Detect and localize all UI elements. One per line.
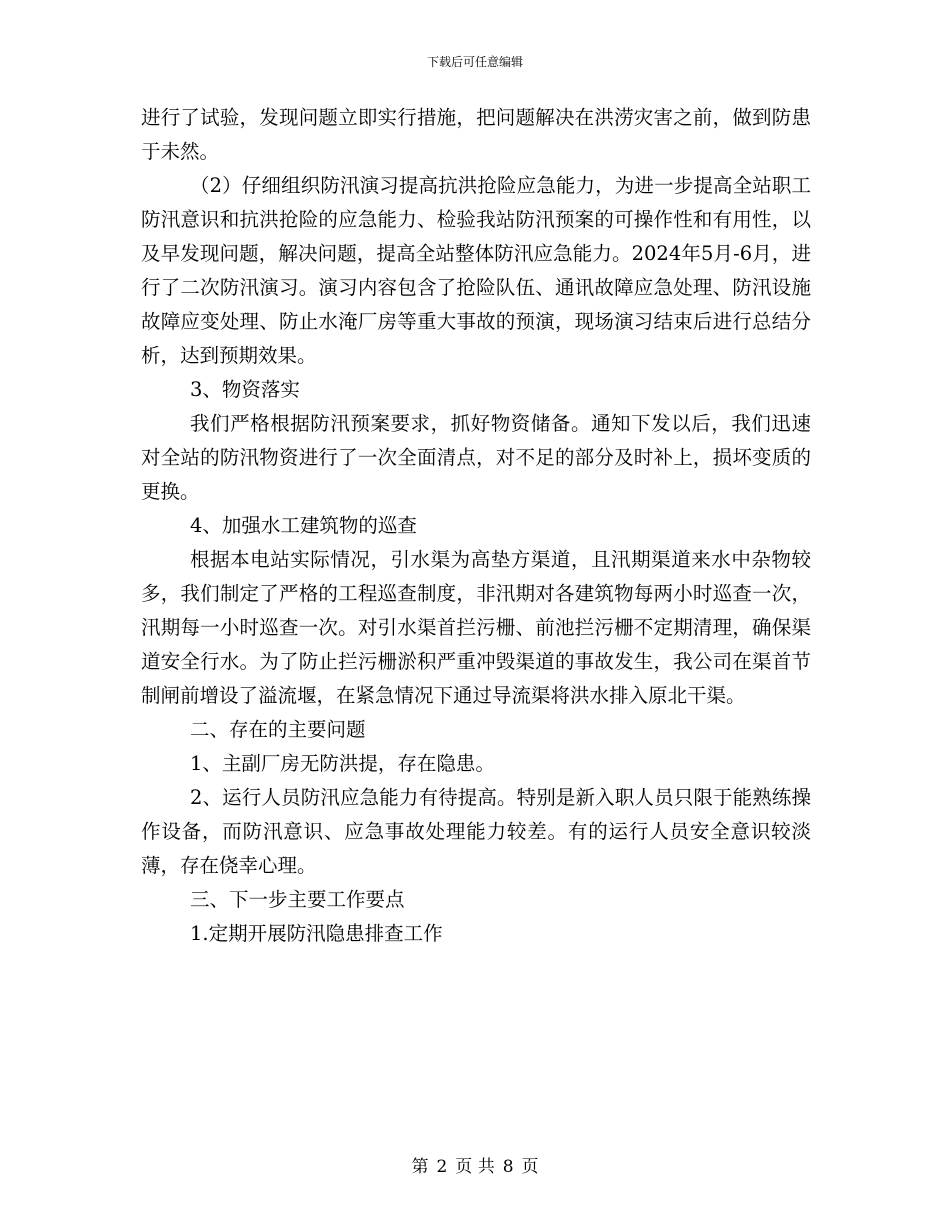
page-footer [0,1156,950,1178]
section-heading-next-steps: 三、下一步主要工作要点 [190,888,405,911]
paragraph-3: 我们严格根据防汛预案要求，抓好物资储备。通知下发以后，我们迅速对全站的防汛物资进行了一次全面清点，对不足的部分及时补上，损坏变质的更换。 [141,412,811,503]
paragraph-1: 进行了试验，发现问题立即实行措施，把问题解决在洪涝灾害之前，做到防患于未然。 [141,106,811,163]
next-step-item-1: 1.定期开展防汛隐患排查工作 [190,922,443,945]
paragraph-4: 根据本电站实际情况，引水渠为高垫方渠道，且汛期渠道来水中杂物较多，我们制定了严格的工程巡查制度，非汛期对各建筑物每两小时巡查一次，汛期每一小时巡查一次。对引水渠首拦污栅、前池拦污栅不定期清理，确保渠道安全行水。为了防止拦污栅淤积严重冲毁渠道的事故发生，我公司在渠首节制闸前增设了溢流堰，在紧急情况下通过导流渠将洪水排入原北干渠。 [141,548,811,707]
total-page-count: 8 [502,1157,514,1177]
section-heading-problems: 二、存在的主要问题 [190,718,366,741]
section-heading-materials: 3、物资落实 [190,378,300,401]
footer-middle: 页 共 [455,1157,495,1177]
problem-item-1: 1、主副厂房无防洪提，存在隐患。 [190,752,495,775]
page-header: 下载后可任意编辑 [426,55,523,69]
document-body [141,101,811,951]
footer-suffix: 页 [521,1157,539,1177]
problem-item-2: 2、运行人员防汛应急能力有待提高。特别是新入职人员只限于能熟练操作设备，而防汛意识、应急事故处理能力较差。有的运行人员安全意识较淡薄，存在侥幸心理。 [141,786,811,877]
section-heading-inspection: 4、加强水工建筑物的巡查 [190,514,417,537]
paragraph-2: （2）仔细组织防汛演习提高抗洪抢险应急能力，为进一步提高全站职工防汛意识和抗洪抢险的应急能力、检验我站防汛预案的可操作性和有用性，以及早发现问题，解决问题，提高全站整体防汛应急能力。2024年5月-6月，进行了二次防汛演习。演习内容包含了抢险队伍、通讯故障应急处理、防汛设施故障应变处理、防止水淹厂房等重大事故的预演，现场演习结束后进行总结分析，达到预期效果。 [141,174,811,367]
footer-prefix: 第 [411,1157,429,1177]
current-page-number: 2 [436,1157,448,1177]
